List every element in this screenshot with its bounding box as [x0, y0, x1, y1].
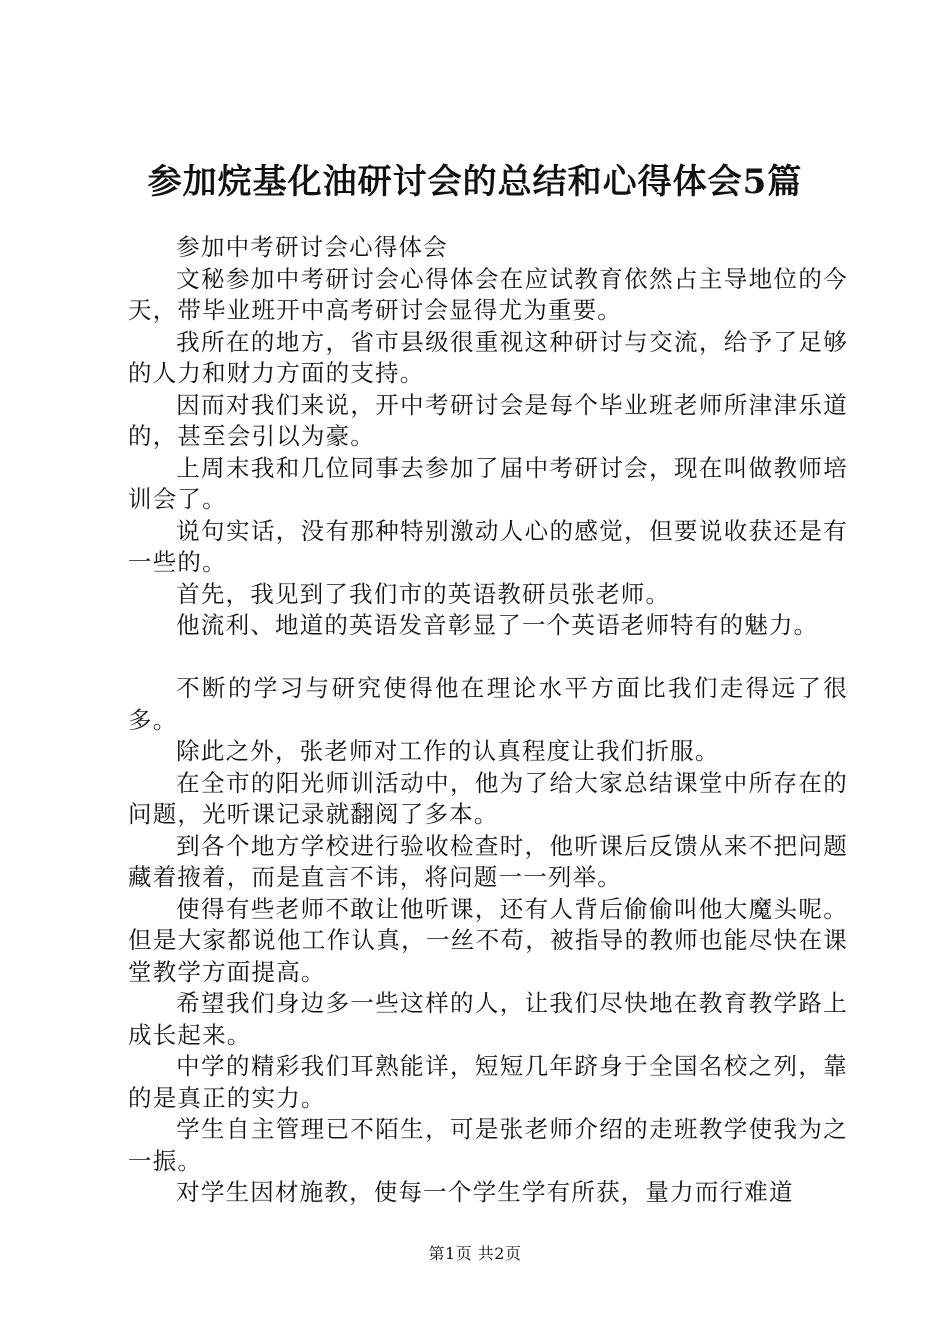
- paragraph: 不断的学习与研究使得他在理论水平方面比我们走得远了很多。: [128, 674, 848, 734]
- paragraph: 上周末我和几位同事去参加了届中考研讨会，现在叫做教师培训会了。: [128, 453, 848, 513]
- paragraph: 学生自主管理已不陌生，可是张老师介绍的走班教学使我为之一振。: [128, 1115, 848, 1175]
- paragraph: 说句实话，没有那种特别激动人心的感觉，但要说收获还是有一些的。: [128, 516, 848, 576]
- document-title: 参加烷基化油研讨会的总结和心得体会5篇: [147, 162, 803, 202]
- paragraph: 中学的精彩我们耳熟能详，短短几年跻身于全国名校之列，靠的是真正的实力。: [128, 1052, 848, 1112]
- paragraph: 除此之外，张老师对工作的认真程度让我们折服。: [176, 737, 720, 765]
- paragraph: 对学生因材施教，使每一个学生学有所获，量力而行难道: [176, 1178, 794, 1206]
- document-body: [128, 232, 848, 1209]
- paragraph: 文秘参加中考研讨会心得体会在应试教育依然占主导地位的今天，带毕业班开中高考研讨会显得尤为重要。: [128, 264, 848, 324]
- paragraph: 我所在的地方，省市县级很重视这种研讨与交流，给予了足够的人力和财力方面的支持。: [128, 327, 848, 387]
- paragraph: 因而对我们来说，开中考研讨会是每个毕业班老师所津津乐道的，甚至会引以为豪。: [128, 390, 848, 450]
- page-footer: 第1页 共2页: [428, 1244, 522, 1263]
- paragraph: 他流利、地道的英语发音彰显了一个英语老师特有的魅力。: [176, 611, 819, 639]
- paragraph: 在全市的阳光师训活动中，他为了给大家总结课堂中所存在的问题，光听课记录就翻阅了多本。: [128, 768, 848, 828]
- paragraph: 到各个地方学校进行验收检查时，他听课后反馈从来不把问题藏着掖着，而是直言不讳，将问题一一列举。: [128, 831, 848, 891]
- paragraph: 首先，我见到了我们市的英语教研员张老师。: [176, 579, 671, 608]
- subtitle-line: 参加中考研讨会心得体会: [176, 233, 448, 261]
- paragraph: 希望我们身边多一些这样的人，让我们尽快地在教育教学路上成长起来。: [128, 989, 848, 1049]
- paragraph: 使得有些老师不敢让他听课，还有人背后偷偷叫他大魔头呢。但是大家都说他工作认真，一丝不苟，被指导的教师也能尽快在课堂教学方面提高。: [128, 894, 848, 986]
